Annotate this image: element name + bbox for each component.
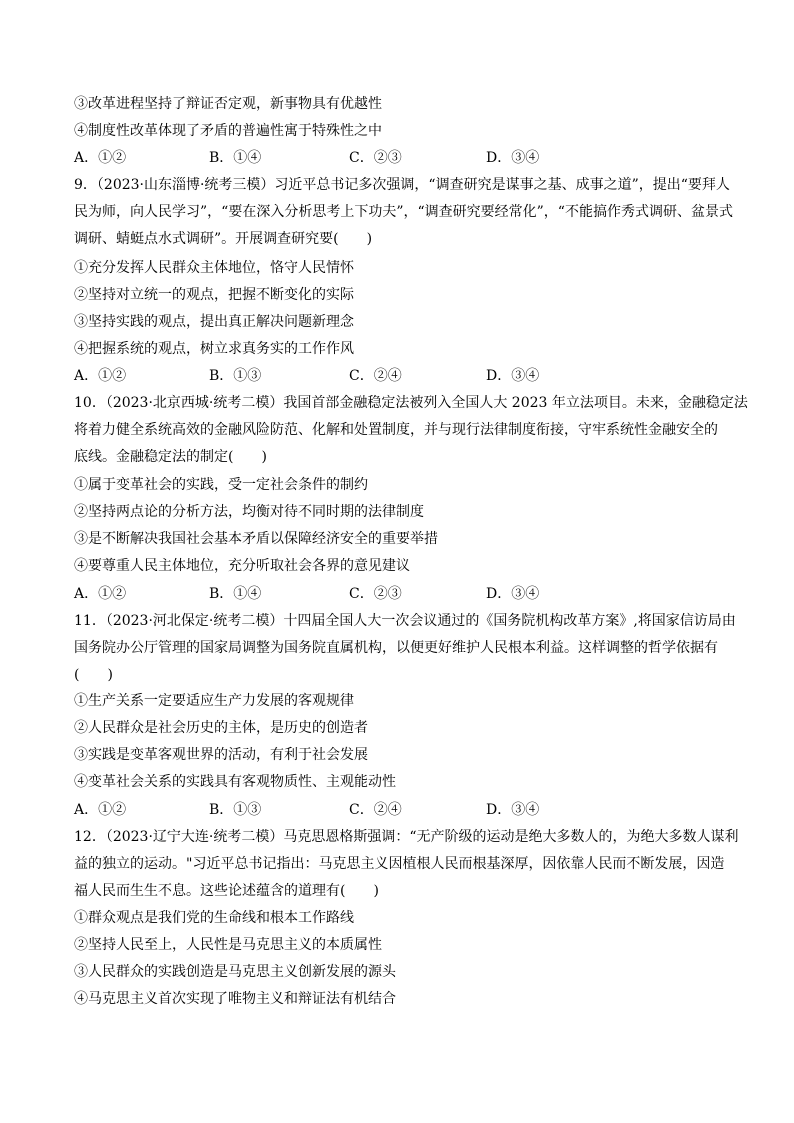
q10-option-1: ①属于变革社会的实践，受一定社会条件的制约 — [74, 477, 368, 493]
q9-choice-a: A．①② — [74, 368, 127, 384]
q11-stem-line-2: 国务院办公厅管理的国家局调整为国务院直属机构，以便更好维护人民根本利益。这样调整的哲学依据有 — [74, 640, 718, 656]
q11-stem-line-1: 11．（2023·河北保定·统考二模）十四届全国人大一次会议通过的《国务院机构改革方案》,将国家信访局由 — [74, 613, 736, 629]
q9-choice-b: B．①③ — [209, 368, 262, 384]
q8-choice-c: C．②③ — [349, 150, 402, 166]
q11-option-3: ③实践是变革客观世界的活动，有利于社会发展 — [74, 747, 368, 763]
q9-stem-line-3: 调研、蜻蜓点水式调研”。开展调查研究要( ) — [74, 231, 373, 247]
q9-option-4: ④把握系统的观点，树立求真务实的工作作风 — [74, 341, 354, 357]
q10-option-2: ②坚持两点论的分析方法，均衡对待不同时期的法律制度 — [74, 504, 424, 520]
q10-choice-c: C．②③ — [349, 586, 402, 602]
q10-stem-line-1: 10．（2023·北京西城·统考二模）我国首部金融稳定法被列入全国人大 2023 年立法项目。未来，金融稳定法 — [74, 395, 748, 411]
q10-option-4: ④要尊重人民主体地位，充分听取社会各界的意见建议 — [74, 558, 410, 574]
q12-option-4: ④马克思主义首次实现了唯物主义和辩证法有机结合 — [74, 991, 396, 1007]
q11-choice-c: C．②④ — [349, 802, 402, 818]
q12-option-3: ③人民群众的实践创造是马克思主义创新发展的源头 — [74, 964, 396, 980]
q11-stem-line-3: ( ) — [74, 667, 113, 683]
q11-choice-a: A．①② — [74, 802, 127, 818]
q9-stem-line-2: 民为师，向人民学习”，“要在深入分析思考上下功夫”，“调查研究要经常化”，“不能搞作秀式调研、盆景式 — [74, 204, 733, 220]
q9-stem-line-1: 9．（2023·山东淄博·统考三模）习近平总书记多次强调，“调查研究是谋事之基、成事之道”，提出“要拜人 — [74, 177, 730, 193]
q11-choice-d: D．③④ — [486, 802, 540, 818]
q11-option-2: ②人民群众是社会历史的主体，是历史的创造者 — [74, 720, 368, 736]
q10-choice-b: B．①④ — [209, 586, 262, 602]
q12-stem-line-2: 益的独立的运动。"习近平总书记指出：马克思主义因植根人民而根基深厚，因依靠人民而不断发展，因造 — [74, 856, 725, 872]
q12-stem-line-1: 12．（2023·辽宁大连·统考二模）马克思恩格斯强调：“无产阶级的运动是绝大多数人的，为绝大多数人谋利 — [74, 829, 739, 845]
q12-stem-line-3: 福人民而生生不息。这些论述蕴含的道理有( ) — [74, 883, 379, 899]
q8-choice-a: A．①② — [74, 150, 127, 166]
q9-choice-d: D．③④ — [486, 368, 540, 384]
q9-option-1: ①充分发挥人民群众主体地位，恪守人民情怀 — [74, 260, 354, 276]
q9-option-2: ②坚持对立统一的观点，把握不断变化的实际 — [74, 287, 354, 303]
q10-choice-d: D．③④ — [486, 586, 540, 602]
q8-choice-d: D．③④ — [486, 150, 540, 166]
q12-option-2: ②坚持人民至上，人民性是马克思主义的本质属性 — [74, 937, 382, 953]
q8-option-4: ④制度性改革体现了矛盾的普遍性寓于特殊性之中 — [74, 123, 382, 139]
q10-option-3: ③是不断解决我国社会基本矛盾以保障经济安全的重要举措 — [74, 531, 438, 547]
q8-choice-b: B．①④ — [209, 150, 262, 166]
q9-choice-c: C．②④ — [349, 368, 402, 384]
q10-stem-line-2: 将着力健全系统高效的金融风险防范、化解和处置制度，并与现行法律制度衔接，守牢系统性金融安全的 — [74, 422, 718, 438]
q11-option-1: ①生产关系一定要适应生产力发展的客观规律 — [74, 693, 354, 709]
q10-stem-line-3: 底线。金融稳定法的制定( ) — [74, 449, 267, 465]
q9-option-3: ③坚持实践的观点，提出真正解决问题新理念 — [74, 314, 354, 330]
q11-choice-b: B．①③ — [209, 802, 262, 818]
q12-option-1: ①群众观点是我们党的生命线和根本工作路线 — [74, 910, 354, 926]
q10-choice-a: A．①② — [74, 586, 127, 602]
q11-option-4: ④变革社会关系的实践具有客观物质性、主观能动性 — [74, 774, 396, 790]
q8-option-3: ③改革进程坚持了辩证否定观，新事物具有优越性 — [74, 96, 382, 112]
